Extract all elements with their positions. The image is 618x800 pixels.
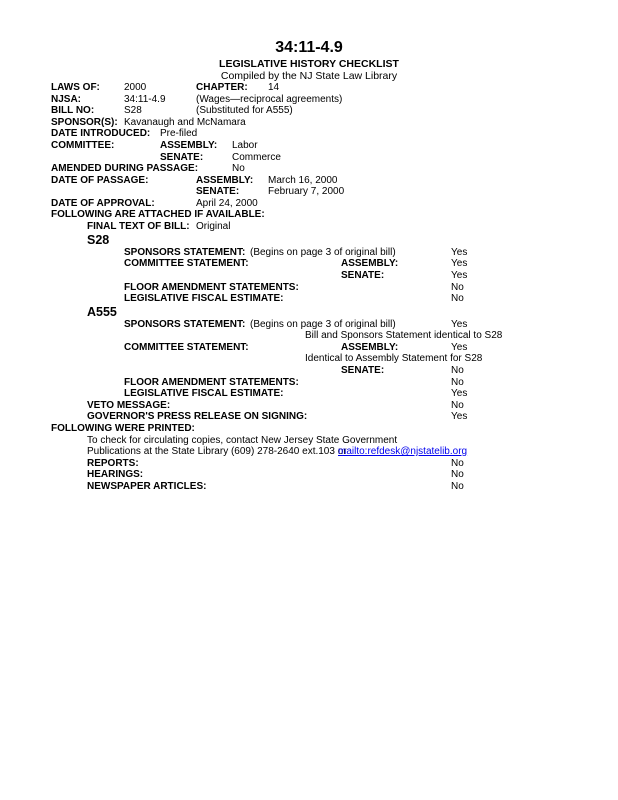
bill-s28-heading: S28: [87, 233, 110, 247]
s28-fiscal-label: LEGISLATIVE FISCAL ESTIMATE:: [124, 293, 284, 304]
date-introduced-label: DATE INTRODUCED:: [51, 128, 151, 139]
a555-floor-value: No: [451, 377, 464, 388]
page-title: 34:11-4.9: [275, 39, 343, 56]
committee-label: COMMITTEE:: [51, 140, 115, 151]
attached-heading: FOLLOWING ARE ATTACHED IF AVAILABLE:: [51, 209, 265, 220]
njsa-label: NJSA:: [51, 94, 82, 105]
passage-assembly-label: ASSEMBLY:: [196, 175, 254, 186]
a555-assembly-remark: Identical to Assembly Statement for S28: [305, 353, 483, 364]
a555-assembly-value: Yes: [451, 342, 468, 353]
hearings-label: HEARINGS:: [87, 469, 144, 480]
a555-fiscal-value: Yes: [451, 388, 468, 399]
a555-floor-label: FLOOR AMENDMENT STATEMENTS:: [124, 377, 299, 388]
s28-assembly-value: Yes: [451, 258, 468, 269]
checklist-subtitle: LEGISLATIVE HISTORY CHECKLIST: [219, 58, 399, 70]
printed-line-1: To check for circulating copies, contact New Jersey State Government: [87, 435, 398, 446]
njsa-description: (Wages—reciprocal agreements): [196, 94, 343, 105]
a555-sponsors-statement-label: SPONSORS STATEMENT:: [124, 319, 246, 330]
njsa-value: 34:11-4.9: [124, 94, 166, 105]
committee-senate-value: Commerce: [232, 152, 281, 163]
committee-assembly-value: Labor: [232, 140, 258, 151]
s28-assembly-label: ASSEMBLY:: [341, 258, 399, 269]
date-approval-value: April 24, 2000: [196, 198, 258, 209]
reports-value: No: [451, 458, 464, 469]
a555-sponsors-statement-value: Yes: [451, 319, 468, 330]
veto-value: No: [451, 400, 464, 411]
laws-of-label: LAWS OF:: [51, 82, 100, 93]
chapter-label: CHAPTER:: [196, 82, 248, 93]
amended-value: No: [232, 163, 245, 174]
passage-senate-label: SENATE:: [196, 186, 240, 197]
s28-floor-label: FLOOR AMENDMENT STATEMENTS:: [124, 282, 299, 293]
passage-assembly-value: March 16, 2000: [268, 175, 338, 186]
sponsors-label: SPONSOR(S):: [51, 117, 118, 128]
printed-heading: FOLLOWING WERE PRINTED:: [51, 423, 195, 434]
final-text-value: Original: [196, 221, 231, 232]
bill-no-value: S28: [124, 105, 142, 116]
final-text-label: FINAL TEXT OF BILL:: [87, 221, 190, 232]
reports-label: REPORTS:: [87, 458, 139, 469]
s28-committee-statement-label: COMMITTEE STATEMENT:: [124, 258, 249, 269]
s28-sponsors-statement-label: SPONSORS STATEMENT:: [124, 247, 246, 258]
a555-assembly-label: ASSEMBLY:: [341, 342, 399, 353]
printed-line-2: Publications at the State Library (609) 278-2640 ext.103 or: [87, 446, 347, 457]
s28-sponsors-statement-note: (Begins on page 3 of original bill): [250, 247, 396, 258]
a555-sponsors-statement-remark: Bill and Sponsors Statement identical to S28: [305, 330, 503, 341]
veto-label: VETO MESSAGE:: [87, 400, 171, 411]
bill-a555-heading: A555: [87, 305, 117, 319]
s28-sponsors-statement-value: Yes: [451, 247, 468, 258]
refdesk-email-link[interactable]: mailto:refdesk@njstatelib.org: [338, 446, 468, 457]
committee-assembly-label: ASSEMBLY:: [160, 140, 218, 151]
date-passage-label: DATE OF PASSAGE:: [51, 175, 149, 186]
bill-substitution-note: (Substituted for A555): [196, 105, 293, 116]
sponsors-value: Kavanaugh and McNamara: [124, 117, 246, 128]
a555-sponsors-statement-note: (Begins on page 3 of original bill): [250, 319, 396, 330]
a555-senate-label: SENATE:: [341, 365, 385, 376]
s28-senate-label: SENATE:: [341, 270, 385, 281]
s28-senate-value: Yes: [451, 270, 468, 281]
a555-fiscal-label: LEGISLATIVE FISCAL ESTIMATE:: [124, 388, 284, 399]
passage-senate-value: February 7, 2000: [268, 186, 345, 197]
hearings-value: No: [451, 469, 464, 480]
s28-floor-value: No: [451, 282, 464, 293]
laws-of-value: 2000: [124, 82, 147, 93]
compiled-by: Compiled by the NJ State Law Library: [220, 70, 398, 82]
newspaper-label: NEWSPAPER ARTICLES:: [87, 481, 207, 492]
bill-no-label: BILL NO:: [51, 105, 95, 116]
chapter-value: 14: [268, 82, 280, 93]
s28-fiscal-value: No: [451, 293, 464, 304]
date-introduced-value: Pre-filed: [160, 128, 198, 139]
newspaper-value: No: [451, 481, 464, 492]
date-approval-label: DATE OF APPROVAL:: [51, 198, 155, 209]
a555-committee-statement-label: COMMITTEE STATEMENT:: [124, 342, 249, 353]
press-release-value: Yes: [451, 411, 468, 422]
press-release-label: GOVERNOR'S PRESS RELEASE ON SIGNING:: [87, 411, 308, 422]
amended-label: AMENDED DURING PASSAGE:: [51, 163, 199, 174]
committee-senate-label: SENATE:: [160, 152, 204, 163]
a555-senate-value: No: [451, 365, 464, 376]
